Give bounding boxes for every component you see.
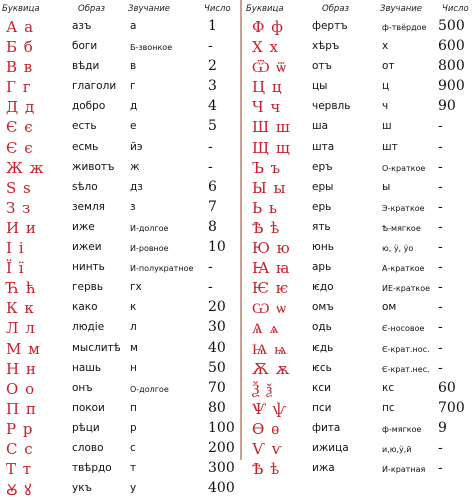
letter-number: 1: [208, 18, 217, 34]
letter-number: 800: [438, 58, 465, 75]
table-row: [0, 139, 236, 159]
letter-glyph: Ѥ ѥ: [252, 279, 290, 298]
letter-sound: Э-краткое: [382, 203, 425, 213]
letter-number: -: [438, 198, 443, 215]
letter-glyph: О о: [6, 379, 36, 398]
letter-name: нинть: [72, 261, 105, 274]
letter-sound: Ѣ-мягкое: [382, 223, 421, 233]
table-row: [0, 420, 236, 440]
letter-glyph: Ћ ћ: [6, 279, 37, 298]
letter-glyph: И и: [6, 218, 37, 237]
table-row: [0, 319, 236, 339]
letter-number: 400: [208, 480, 235, 497]
letter-name: одь: [312, 321, 332, 334]
table-row: [0, 299, 236, 319]
letter-number: -: [438, 218, 443, 235]
letter-name: еры: [312, 180, 334, 193]
table-row: [246, 259, 474, 279]
letter-sound: И-ровное: [130, 244, 169, 254]
letter-name: пси: [312, 401, 332, 414]
table-row: [0, 78, 236, 98]
table-row: [246, 239, 474, 259]
table-row: [0, 380, 236, 400]
letter-glyph: Щ щ: [252, 138, 291, 157]
table-row: [246, 38, 474, 58]
letter-name: глаголи: [72, 80, 117, 93]
right-rows: [246, 18, 474, 480]
letter-glyph: Ѣ ѣ: [252, 218, 281, 237]
letter-name: червль: [312, 100, 351, 113]
table-row: [0, 340, 236, 360]
letter-glyph: Ꙗ ꙗ: [252, 259, 291, 278]
letter-sound: ю, ӱ, ӱо: [382, 244, 414, 254]
letter-sound: м: [130, 341, 138, 354]
table-row: [246, 58, 474, 78]
table-row: [0, 239, 236, 259]
letter-name: азъ: [72, 20, 92, 32]
letter-number: 80: [208, 399, 226, 416]
letter-sound: И-долгое: [130, 223, 169, 233]
table-row: [0, 58, 236, 78]
letter-sound: шт: [382, 140, 398, 153]
letter-name: арь: [312, 261, 332, 274]
letter-glyph: Н н: [6, 359, 37, 378]
letter-sound: а: [130, 20, 137, 32]
letter-sound: к: [130, 301, 137, 314]
header-chislo: Число: [204, 4, 231, 14]
letter-number: 90: [438, 98, 456, 115]
letter-name: онъ: [72, 381, 93, 394]
letter-sound: ы: [382, 180, 391, 193]
letter-glyph: Є є: [6, 138, 34, 157]
letter-sound: О-долгое: [130, 384, 169, 394]
letter-sound: от: [382, 60, 395, 73]
table-row: [0, 98, 236, 118]
letter-glyph: Ѣ ѣ: [252, 460, 281, 479]
letter-name: животъ: [72, 160, 115, 173]
letter-name: како: [72, 301, 98, 314]
letter-glyph: Т т: [6, 460, 33, 479]
letter-glyph: В в: [6, 58, 34, 77]
letter-glyph: Є є: [6, 118, 34, 137]
letter-number: -: [208, 279, 213, 296]
table-row: [0, 179, 236, 199]
letter-name: гервь: [72, 281, 104, 294]
table-row: [0, 360, 236, 380]
letter-number: -: [438, 439, 443, 456]
letter-sound: з: [130, 200, 136, 213]
letter-sound: п: [130, 401, 137, 414]
letter-name: укъ: [72, 482, 92, 495]
letter-name: ша: [312, 120, 329, 133]
letter-glyph: Ѳ ѳ: [252, 419, 281, 438]
letter-name: есть: [72, 120, 97, 133]
table-row: [246, 219, 474, 239]
right-table: [246, 0, 474, 479]
header-zvuchanie: Звучание: [128, 4, 171, 14]
letter-number: -: [438, 279, 443, 296]
letter-glyph: Ѧ ѧ: [252, 319, 280, 338]
letter-name: шта: [312, 140, 335, 153]
table-row: [246, 159, 474, 179]
letter-glyph: Ѫ ѫ: [252, 359, 291, 378]
letter-name: омъ: [312, 301, 334, 314]
letter-number: 900: [438, 78, 465, 95]
letter-number: -: [438, 178, 443, 195]
header-bukvica: Буквица: [246, 4, 284, 14]
letter-number: -: [438, 319, 443, 336]
letter-number: 50: [208, 359, 226, 376]
table-row: [246, 179, 474, 199]
table-row: [246, 199, 474, 219]
header-obraz: Образ: [322, 4, 350, 14]
letter-sound: е: [130, 120, 137, 133]
letter-sound: у: [130, 482, 137, 495]
letter-name: рѣци: [72, 421, 100, 434]
letter-number: -: [438, 239, 443, 256]
letter-sound: д: [130, 100, 138, 113]
letter-glyph: Ѩ ѩ: [252, 339, 288, 358]
letter-glyph: Ꙋ ꙋ: [6, 481, 33, 500]
table-row: [246, 78, 474, 98]
table-row: [0, 400, 236, 420]
column-divider: [240, 0, 242, 460]
left-table: [0, 0, 236, 500]
letter-number: 7: [208, 198, 217, 215]
table-row: [246, 118, 474, 138]
table-row: [246, 319, 474, 339]
letter-number: -: [438, 359, 443, 376]
letter-name: покои: [72, 401, 105, 414]
letter-number: -: [208, 158, 213, 175]
letter-glyph: А а: [6, 18, 35, 36]
table-row: [246, 420, 474, 440]
letter-name: цы: [312, 80, 328, 93]
table-row: [246, 139, 474, 159]
letter-name: ять: [312, 220, 331, 233]
letter-name: мыслитѣ: [72, 341, 121, 354]
letter-number: 6: [208, 178, 217, 195]
letter-sound: н: [130, 361, 137, 374]
letter-sound: т: [130, 462, 137, 475]
letter-sound: Є-крат.нес.: [382, 364, 430, 374]
table-row: [0, 199, 236, 219]
letter-name: людіе: [72, 321, 105, 334]
table-row: [246, 340, 474, 360]
letter-glyph: Ц ц: [252, 78, 283, 97]
letter-sound: в: [130, 60, 137, 73]
letter-name: хѣръ: [312, 40, 340, 53]
letter-name: добро: [72, 100, 106, 113]
table-row: [0, 159, 236, 179]
letter-sound: дз: [130, 180, 143, 193]
letter-name: ѕѣло: [72, 180, 98, 193]
letter-name: отъ: [312, 60, 332, 73]
letter-number: 20: [208, 299, 226, 316]
table-row: [246, 98, 474, 118]
letter-glyph: Ї ї: [6, 259, 25, 278]
letter-glyph: Ы ы: [252, 178, 287, 197]
letter-sound: х: [382, 40, 389, 53]
letter-sound: Є-носовое: [382, 324, 425, 334]
letter-number: 70: [208, 379, 226, 396]
letter-name: ижица: [312, 441, 349, 454]
letter-number: 100: [208, 419, 235, 436]
table-row: [0, 440, 236, 460]
letter-glyph: П п: [6, 399, 37, 418]
table-row: [246, 360, 474, 380]
letter-glyph: І і: [6, 239, 25, 258]
letter-sound: О-краткое: [382, 163, 426, 173]
letter-name: твѣрдо: [72, 462, 112, 475]
letter-sound: ом: [382, 301, 397, 314]
letter-glyph: З з: [6, 198, 32, 217]
letter-number: 200: [208, 439, 235, 456]
letter-glyph: Ѯ ѯ: [252, 379, 274, 398]
letter-sound: л: [130, 321, 137, 334]
left-rows: [0, 18, 236, 500]
letter-number: 5: [208, 118, 217, 135]
letter-name: вѣди: [72, 60, 100, 73]
letter-number: 600: [438, 38, 465, 55]
letter-number: -: [438, 460, 443, 477]
letter-glyph: Ь ь: [252, 198, 279, 217]
letter-name: есмь: [72, 140, 99, 153]
letter-glyph: Б б: [6, 38, 34, 57]
letter-name: слово: [72, 441, 104, 454]
table-row: [246, 299, 474, 319]
letter-name: нашь: [72, 361, 102, 374]
left-header-row: [0, 0, 236, 18]
letter-number: 10: [208, 239, 226, 256]
letter-name: фертъ: [312, 20, 348, 32]
letter-sound: Б-звонкое: [130, 43, 173, 53]
letter-sound: ж: [130, 160, 140, 173]
letter-number: 500: [438, 18, 465, 34]
letter-glyph: Ѵ ѵ: [252, 439, 283, 458]
letter-glyph: Д д: [6, 98, 36, 117]
letter-sound: р: [130, 421, 137, 434]
letter-sound: ш: [382, 120, 392, 133]
letter-glyph: К к: [6, 299, 35, 318]
letter-number: -: [208, 138, 213, 155]
letter-glyph: М м: [6, 339, 41, 358]
letter-name: еръ: [312, 160, 333, 173]
letter-name: ѥсь: [312, 361, 332, 374]
letter-glyph: Ш ш: [252, 118, 291, 137]
letter-name: земля: [72, 200, 105, 213]
table-row: [246, 279, 474, 299]
letter-glyph: Х х: [252, 38, 279, 57]
letter-glyph: Ѿ ѿ: [252, 58, 287, 77]
letter-sound: г: [130, 80, 136, 93]
letter-glyph: Ф ф: [252, 18, 284, 36]
letter-number: 700: [438, 399, 465, 416]
table-row: [246, 380, 474, 400]
table-row: [246, 460, 474, 480]
letter-sound: ф-мягкое: [382, 424, 422, 434]
letter-name: юнь: [312, 241, 334, 254]
header-bukvica: Буквица: [2, 4, 40, 14]
letter-sound: И-полукратное: [130, 264, 194, 274]
letter-glyph: Ъ ъ: [252, 158, 282, 177]
letter-number: 300: [208, 460, 235, 477]
right-header-row: [246, 0, 474, 18]
letter-number: 2: [208, 58, 217, 75]
letter-number: -: [438, 158, 443, 175]
letter-glyph: Ю ю: [252, 239, 291, 258]
header-obraz: Образ: [78, 4, 106, 14]
header-chislo: Число: [442, 4, 469, 14]
letter-number: 40: [208, 339, 226, 356]
letter-number: -: [208, 38, 213, 55]
letter-number: 3: [208, 78, 217, 95]
table-row: [0, 259, 236, 279]
letter-number: -: [438, 259, 443, 276]
table-row: [0, 18, 236, 38]
letter-sound: Є-крат.нос.: [382, 344, 430, 354]
letter-number: -: [208, 259, 213, 276]
letter-number: -: [438, 118, 443, 135]
letter-sound: ф-твёрдое: [382, 23, 427, 32]
letter-glyph: Ж ж: [6, 158, 45, 177]
table-row: [0, 118, 236, 138]
letter-glyph: Ѕ ѕ: [6, 178, 32, 197]
letter-name: кси: [312, 381, 331, 394]
table-row: [0, 460, 236, 480]
letter-number: 8: [208, 218, 217, 235]
letter-number: 4: [208, 98, 217, 115]
letter-sound: пс: [382, 401, 395, 414]
letter-sound: А-краткое: [382, 264, 425, 274]
table-row: [0, 480, 236, 500]
table-row: [0, 38, 236, 58]
letter-name: боги: [72, 40, 98, 53]
letter-number: -: [438, 138, 443, 155]
letter-glyph: Р р: [6, 419, 34, 438]
table-row: [246, 400, 474, 420]
letter-name: иже: [72, 220, 95, 233]
letter-glyph: Ч ч: [252, 98, 282, 117]
letter-sound: кс: [382, 381, 395, 394]
letter-glyph: Л л: [6, 319, 36, 338]
letter-number: 9: [438, 419, 447, 436]
letter-sound: И-кратная: [382, 465, 426, 475]
letter-name: фита: [312, 421, 341, 434]
letter-number: 60: [438, 379, 456, 396]
letter-sound: ц: [382, 80, 390, 93]
letter-name: ижеи: [72, 241, 102, 254]
letter-name: ерь: [312, 200, 332, 213]
table-row: [0, 279, 236, 299]
header-zvuchanie: Звучание: [380, 4, 423, 14]
letter-glyph: Ѱ ѱ: [252, 399, 288, 418]
letter-number: -: [438, 339, 443, 356]
letter-glyph: С с: [6, 439, 34, 458]
table-row: [0, 219, 236, 239]
letter-name: ѥдь: [312, 341, 334, 354]
letter-sound: ч: [382, 100, 389, 113]
letter-sound: йэ: [130, 140, 143, 153]
letter-number: 30: [208, 319, 226, 336]
table-row: [246, 440, 474, 460]
letter-sound: и,ю,ӱ,й: [382, 444, 412, 454]
letter-number: -: [438, 299, 443, 316]
letter-sound: гх: [130, 281, 142, 294]
letter-sound: ИЕ-краткое: [382, 284, 431, 294]
letter-glyph: Г г: [6, 78, 32, 97]
letter-sound: с: [130, 441, 136, 454]
letter-name: ижа: [312, 462, 335, 475]
letter-glyph: Ѡ ѡ: [252, 299, 287, 318]
table-row: [246, 18, 474, 38]
letter-name: ѥдо: [312, 281, 334, 294]
